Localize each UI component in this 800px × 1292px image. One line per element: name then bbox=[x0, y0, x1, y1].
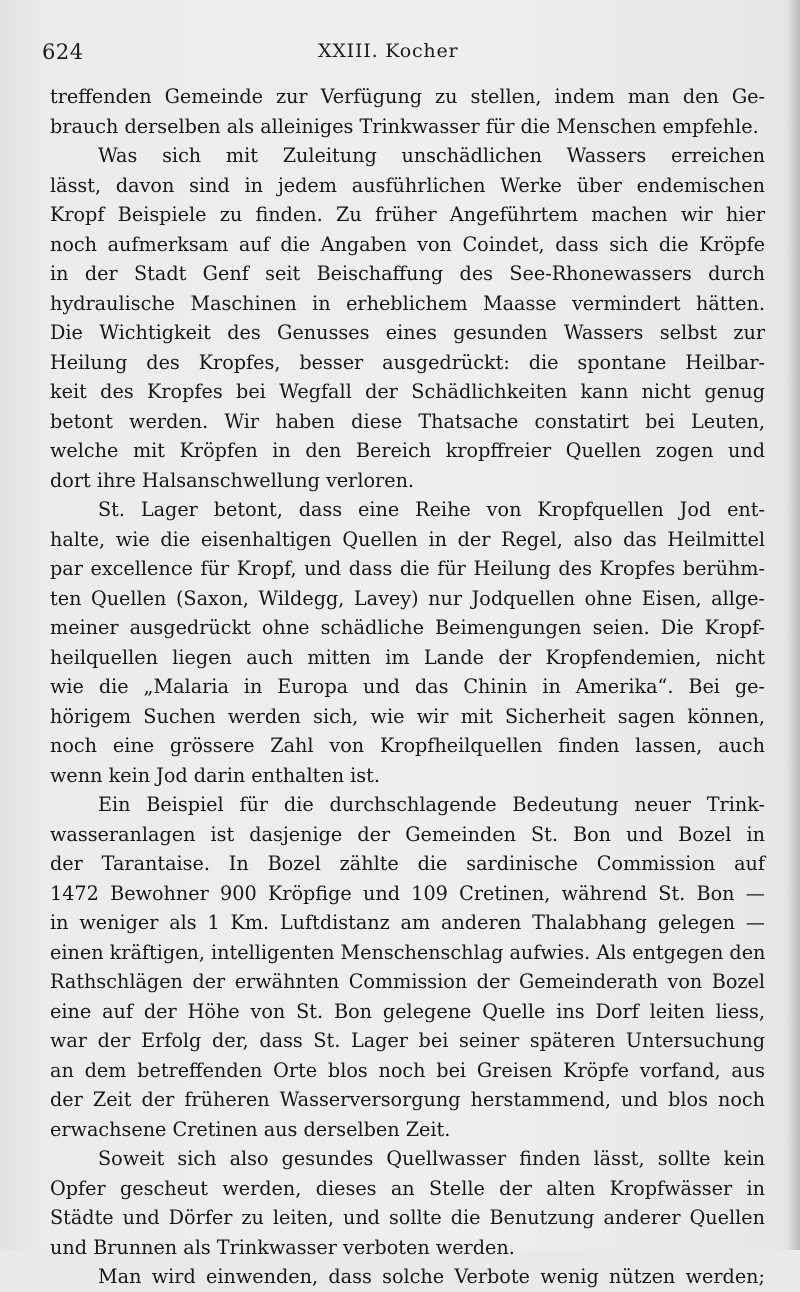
text-line: heilquellen liegen auch mitten im Lande der Kropfendemien, nicht bbox=[50, 645, 765, 669]
text-line: Was sich mit Zuleitung unschädlichen Wassers erreichen bbox=[98, 144, 765, 167]
text-line: wie die „Malaria in Europa und das Chinin in Amerika“. Bei ge- bbox=[50, 675, 765, 698]
text-line: eine auf der Höhe von St. Bon gelegene Quelle ins Dorf leiten liess, bbox=[50, 999, 765, 1023]
page-header bbox=[40, 38, 760, 68]
text-line: und Brunnen als Trinkwasser verboten werden. bbox=[50, 1235, 515, 1259]
text-line: in der Stadt Genf seit Beischaffung des See-Rhonewassers durch bbox=[50, 262, 765, 285]
text-line: treffenden Gemeinde zur Verfügung zu stellen, indem man den Ge- bbox=[50, 85, 765, 108]
text-line: meiner ausgedrückt ohne schädliche Beimengungen seien. Die Kropf- bbox=[50, 616, 765, 639]
text-line: brauch derselben als alleiniges Trinkwasser für die Menschen empfehle. bbox=[50, 114, 759, 138]
text-line: dort ihre Halsanschwellung verloren. bbox=[50, 468, 415, 492]
text-line: in weniger als 1 Km. Luftdistanz am anderen Thalabhang gelegen — bbox=[50, 911, 765, 934]
text-line: Rathschlägen der erwähnten Commission der Gemeinderath von Bozel bbox=[50, 970, 765, 993]
text-line: 1472 Bewohner 900 Kröpfige und 109 Cretinen, während St. Bon — bbox=[50, 881, 765, 905]
text-line: welche mit Kröpfen in den Bereich kropffreier Quellen zogen und bbox=[50, 439, 765, 462]
text-line: St. Lager betont, dass eine Reihe von Kropfquellen Jod ent- bbox=[98, 498, 765, 521]
text-line: halte, wie die eisenhaltigen Quellen in der Regel, also das Heilmittel bbox=[50, 527, 765, 551]
text-line: wasseranlagen ist dasjenige der Gemeinden St. Bon und Bozel in bbox=[50, 822, 765, 846]
text-line: an dem betreffenden Orte blos noch bei Greisen Kröpfe vorfand, aus bbox=[50, 1058, 765, 1082]
text-line: Die Wichtigkeit des Genusses eines gesunden Wassers selbst zur bbox=[50, 321, 765, 344]
text-line: einen kräftigen, intelligenten Menschenschlag aufwies. Als entgegen den bbox=[50, 940, 766, 964]
text-line: wenn kein Jod darin enthalten ist. bbox=[50, 763, 380, 787]
text-line: hydraulische Maschinen in erheblichem Maasse vermindert hätten. bbox=[50, 291, 765, 315]
text-line: Kropf Beispiele zu finden. Zu früher Angeführtem machen wir hier bbox=[50, 203, 765, 226]
text-line: Man wird einwenden, dass solche Verbote wenig nützen werden; bbox=[98, 1265, 765, 1288]
text-line: erwachsene Cretinen aus derselben Zeit. bbox=[50, 1117, 451, 1141]
text-line: Städte und Dörfer zu leiten, und sollte die Benutzung anderer Quellen bbox=[50, 1206, 765, 1229]
text-line: hörigem Suchen werden sich, wie wir mit Sicherheit sagen können, bbox=[50, 704, 765, 728]
text-line: lässt, davon sind in jedem ausführlichen Werke über endemischen bbox=[50, 173, 765, 197]
text-line: Heilung des Kropfes, besser ausgedrückt: die spontane Heilbar- bbox=[50, 350, 765, 374]
text-line: ten Quellen (Saxon, Wildegg, Lavey) nur Jodquellen ohne Eisen, allge- bbox=[50, 586, 765, 610]
text-line: noch aufmerksam auf die Angaben von Coindet, dass sich die Kröpfe bbox=[50, 232, 765, 256]
text-line: Opfer gescheut werden, dieses an Stelle der alten Kropfwässer in bbox=[50, 1176, 765, 1200]
body-text bbox=[50, 82, 765, 1292]
text-line: betont werden. Wir haben diese Thatsache constatirt bei Leuten, bbox=[50, 409, 765, 433]
page-gutter-shadow bbox=[786, 0, 800, 1250]
text-line: Soweit sich also gesundes Quellwasser finden lässt, sollte kein bbox=[98, 1147, 765, 1170]
text-line: Ein Beispiel für die durchschlagende Bedeutung neuer Trink- bbox=[98, 793, 765, 816]
running-head: XXIII. Kocher bbox=[318, 40, 459, 62]
text-line: der Zeit der früheren Wasserversorgung herstammend, und blos noch bbox=[50, 1088, 765, 1111]
page-number: 624 bbox=[42, 40, 84, 64]
text-line: noch eine grössere Zahl von Kropfheilquellen finden lassen, auch bbox=[50, 734, 765, 757]
text-line: war der Erfolg der, dass St. Lager bei seiner späteren Untersuchung bbox=[50, 1029, 765, 1052]
text-line: der Tarantaise. In Bozel zählte die sardinische Commission auf bbox=[50, 852, 765, 875]
text-line: par excellence für Kropf, und dass die für Heilung des Kropfes berühm- bbox=[50, 557, 765, 580]
text-line: keit des Kropfes bei Wegfall der Schädlichkeiten kann nicht genug bbox=[50, 380, 765, 403]
